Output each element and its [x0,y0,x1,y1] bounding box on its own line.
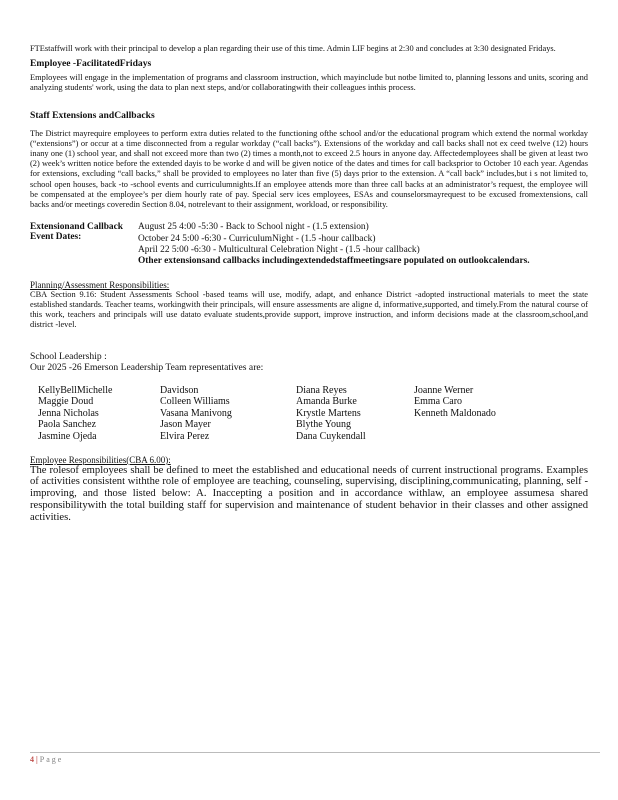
extensions-heading: Staff Extensions andCallbacks [30,109,155,121]
team-member: Emma Caro [414,396,463,408]
team-column [160,385,296,443]
document-page [30,44,588,524]
team-member: Davidson [160,384,199,396]
team-member: Diana Reyes [296,384,347,396]
team-member: KellyBellMichelle [38,384,113,396]
responsibilities-paragraph: The rolesof employees shall be defined to meet the established and educational needs of current instructional programs. Examples of activities consistent withthe role of employee are teaching, counseling, supervising, disciplining,communicating, planning, self -improving, and those listed below: A. Inaccepting a position and in accordance withlaw, an employee assumesa shared responsibilitywith the total building staff for supervision and maintenance of student behavior in their classes and other assigned activities. [30,464,588,523]
team-member: Jenna Nicholas [38,407,99,419]
leadership-team-grid [38,385,588,443]
team-member: Elvira Perez [160,431,210,443]
page-footer [30,752,600,764]
team-member: Jason Mayer [160,419,211,431]
team-member: Dana Cuykendall [296,431,366,443]
footer-separator: | [34,755,40,764]
extensions-paragraph: The District mayrequire employees to perform extra duties related to the functioning ofthe school and/or the educational program which extend the normal workday (“extensions”) or occur at a time disconnected from a regular workday (“call backs”). Extensions of the workday and call backs shall not ex ceed twelve (12) hours inany one (1) school year, and shall not exceed more than two (2) times a month,not to exceed 2.5 hours in anyone day. Affectedemployees shall be given at least two (2) week’s written notice before the extended dayis to be worke d and will be given notice of the dates and times for call backsprior to October 10 each year. Agendas for extensions, excluding “call backs,” shall be provided to employees no later than five (5) days prior to the extension. A “call back” includes,but i s not limited to, school open houses, back -to -school events and curriculumnights.If an employee attends more than three call backs at an administrator’s request, the employee will be compensated at the employee’s per diem hourly rate of pay. Special serv ices employees, ESAs and counselorsmayrequest to be excused fromextensions, call backs and/or meetings coveredin Section 8.04, notrelevant to their assignment, workload, or responsibility. [30,128,588,210]
team-member: Kenneth Maldonado [414,407,496,419]
team-member: Paola Sanchez [38,419,97,431]
team-member: Blythe Young [296,419,352,431]
team-member: Joanne Werner [414,384,474,396]
leadership-heading: School Leadership : [30,350,107,362]
responsibilities-heading: Employee Responsibilities(CBA 6.00): [30,454,171,465]
team-member: Maggie Doud [38,396,94,408]
page-word: Page [39,755,64,764]
event-dates-label: Extensionand Callback Event Dates: [30,222,123,243]
event-dates-list [138,222,588,268]
team-member: Amanda Burke [296,396,357,408]
planning-heading: Planning/Assessment Responsibilities: [30,279,170,290]
event-dates [30,222,588,268]
planning-paragraph: CBA Section 9.16: Student Assessments School -based teams will use, modify, adapt, and enhance District -adopted instructional materials to meet the state established standards. Teacher teams, workingwith their principals, will ensure assessments are aligne d, informative,supported, and timely.From the natural course of this work, teachers and principals will use datato evaluate students,provide support, improve instruction, and inform decisions made at the classroom,school,and district -level. [30,289,588,330]
team-member: Vasana Manivong [160,407,232,419]
team-member: Jasmine Ojeda [38,431,97,443]
team-member: Colleen Williams [160,396,230,408]
leadership-intro: Our 2025 -26 Emerson Leadership Team representatives are: [30,361,264,373]
team-column [296,385,414,443]
team-column [38,385,160,443]
intro-paragraph: FTEstaffwill work with their principal to develop a plan regarding their use of this time. Admin LIF begins at 2:30 and concludes at 3:30 designated Fridays. [30,44,556,53]
team-member: Krystle Martens [296,407,361,419]
page-number: 4 [30,755,34,764]
event-item: October 24 5:00 -6:30 - CurriculumNight - (1.5 -hour callback) [138,233,376,244]
event-item: April 22 5:00 -6:30 - Multicultural Celebration Night - (1.5 -hour callback) [138,245,420,256]
facilitated-paragraph: Employees will engage in the implementation of programs and classroom instruction, which mayinclude but notbe limited to, planning lessons and units, scoring and analyzing students' work, using the data to plan next steps, and/or collaboratingwith their colleagues inthis process. [30,73,588,93]
facilitated-heading: Employee -FacilitatedFridays [30,58,152,70]
team-column [414,385,574,443]
event-note: Other extensionsand callbacks includingextendedstaffmeetingsare populated on outlookcalendars. [138,256,530,267]
event-item: August 25 4:00 -5:30 - Back to School night - (1.5 extension) [138,222,369,233]
